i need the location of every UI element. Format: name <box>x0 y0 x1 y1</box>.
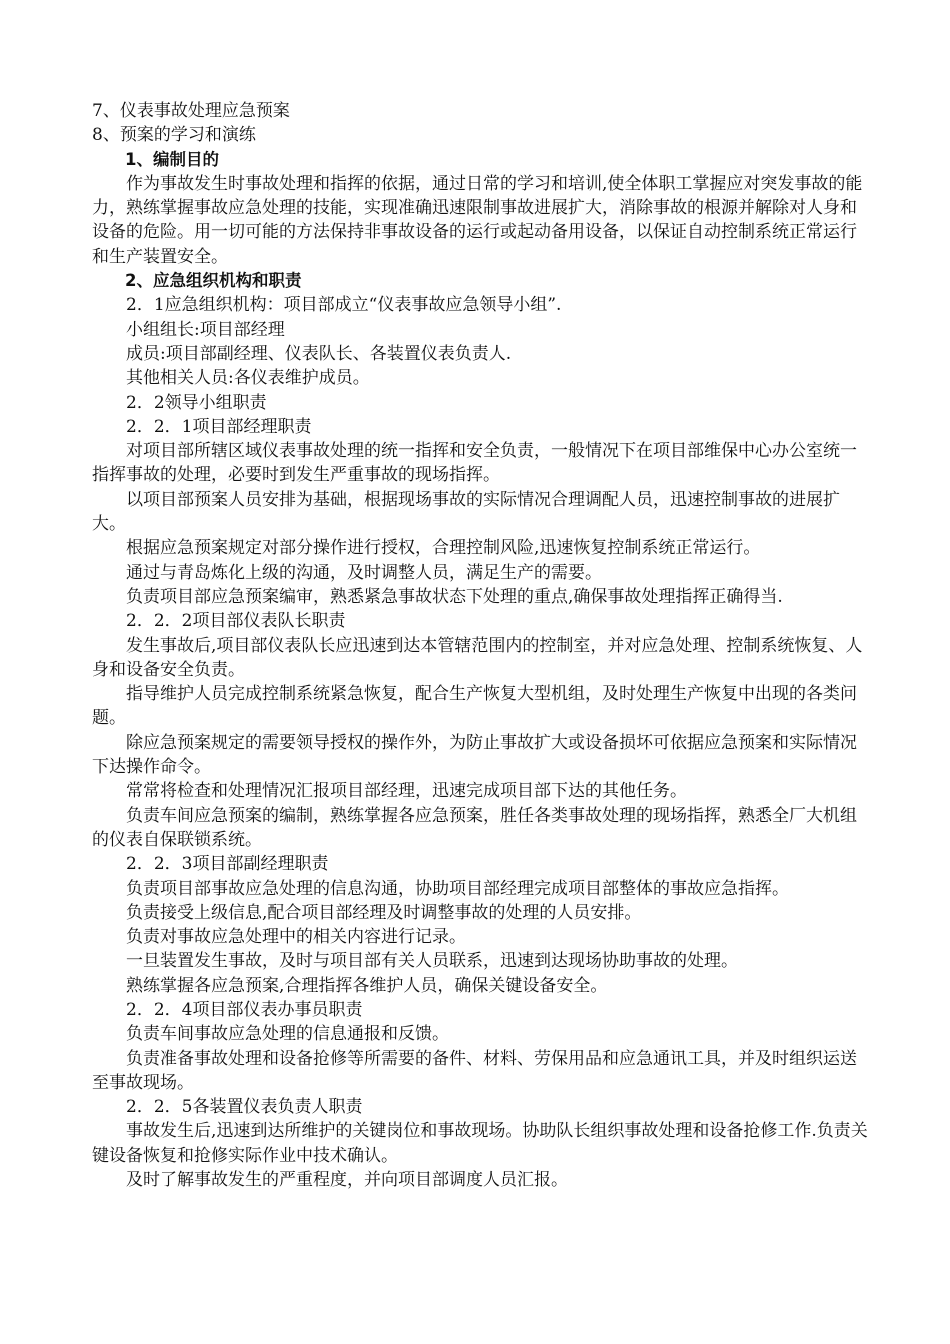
section-heading-2: 2、应急组织机构和职责 <box>125 271 302 291</box>
section-heading-1: 1、编制目的 <box>125 149 219 169</box>
list-item-8: 8、预案的学习和演练 <box>92 125 256 146</box>
paragraph: 负责项目部事故应急处理的信息沟通，协助项目部经理完成项目部整体的事故应急指挥。 <box>126 878 789 899</box>
paragraph: 作为事故发生时事故处理和指挥的依据，通过日常的学习和培训,使全体职工掌握应对突发事故的能力，熟练掌握事故应急处理的技能，实现准确迅速限制事故进展扩大，消除事故的根源并解除对人身和设备的危险。用一切可能的方法保持非事故设备的运行或起动备用设备，以保证自动控制系统正常运行和生产装置安全。 <box>92 173 863 267</box>
paragraph: 2．1应急组织机构：项目部成立“仪表事故应急领导小组”. <box>126 295 562 316</box>
paragraph: 事故发生后,迅速到达所维护的关键岗位和事故现场。协助队长组织事故处理和设备抢修工作.负责关键设备恢复和抢修实际作业中技术确认。 <box>92 1121 868 1166</box>
paragraph: 常常将检查和处理情况汇报项目部经理，迅速完成项目部下达的其他任务。 <box>126 781 687 802</box>
paragraph: 负责对事故应急处理中的相关内容进行记录。 <box>126 927 466 948</box>
subsection-heading: 2．2．5各装置仪表负责人职责 <box>126 1097 363 1118</box>
paragraph: 一旦装置发生事故，及时与项目部有关人员联系，迅速到达现场协助事故的处理。 <box>126 951 738 972</box>
paragraph: 小组组长:项目部经理 <box>126 319 285 340</box>
paragraph: 负责车间事故应急处理的信息通报和反馈。 <box>126 1024 449 1045</box>
paragraph: 对项目部所辖区域仪表事故处理的统一指挥和安全负责，一般情况下在项目部维保中心办公室统一指挥事故的处理，必要时到发生严重事故的现场指挥。 <box>92 441 857 486</box>
list-item-7: 7、仪表事故处理应急预案 <box>92 101 290 121</box>
subsection-heading: 2．2．2项目部仪表队长职责 <box>126 611 346 632</box>
paragraph: 负责准备事故处理和设备抢修等所需要的备件、材料、劳保用品和应急通讯工具，并及时组织运送至事故现场。 <box>92 1048 857 1093</box>
subsection-heading: 2．2．3项目部副经理职责 <box>126 854 329 875</box>
subsection-heading: 2．2．4项目部仪表办事员职责 <box>126 999 363 1020</box>
subsection-heading: 2．2．1项目部经理职责 <box>126 416 312 437</box>
paragraph: 负责项目部应急预案编审，熟悉紧急事故状态下处理的重点,确保事故处理指挥正确得当. <box>126 586 783 607</box>
paragraph: 除应急预案规定的需要领导授权的操作外，为防止事故扩大或设备损坏可依据应急预案和实际情况下达操作命令。 <box>92 732 857 778</box>
paragraph: 根据应急预案规定对部分操作进行授权，合理控制风险,迅速恢复控制系统正常运行。 <box>126 538 761 559</box>
paragraph: 发生事故后,项目部仪表队长应迅速到达本管辖范围内的控制室，并对应急处理、控制系统恢复、人身和设备安全负责。 <box>92 635 863 680</box>
paragraph: 以项目部预案人员安排为基础，根据现场事故的实际情况合理调配人员，迅速控制事故的进展扩大。 <box>92 489 840 535</box>
paragraph: 通过与青岛炼化上级的沟通，及时调整人员，满足生产的需要。 <box>126 562 602 583</box>
paragraph: 熟练掌握各应急预案,合理指挥各维护人员，确保关键设备安全。 <box>126 975 608 996</box>
paragraph: 成员:项目部副经理、仪表队长、各装置仪表负责人. <box>126 343 512 364</box>
paragraph: 其他相关人员:各仪表维护成员。 <box>126 368 370 389</box>
paragraph: 指导维护人员完成控制系统紧急恢复，配合生产恢复大型机组，及时处理生产恢复中出现的各类问题。 <box>92 684 857 729</box>
paragraph: 负责车间应急预案的编制，熟练掌握各应急预案，胜任各类事故处理的现场指挥，熟悉全厂大机组的仪表自保联锁系统。 <box>92 805 857 850</box>
paragraph: 及时了解事故发生的严重程度，并向项目部调度人员汇报。 <box>126 1170 568 1191</box>
paragraph: 负责接受上级信息,配合项目部经理及时调整事故的处理的人员安排。 <box>126 902 642 923</box>
subsection-heading: 2．2领导小组职责 <box>126 392 267 413</box>
